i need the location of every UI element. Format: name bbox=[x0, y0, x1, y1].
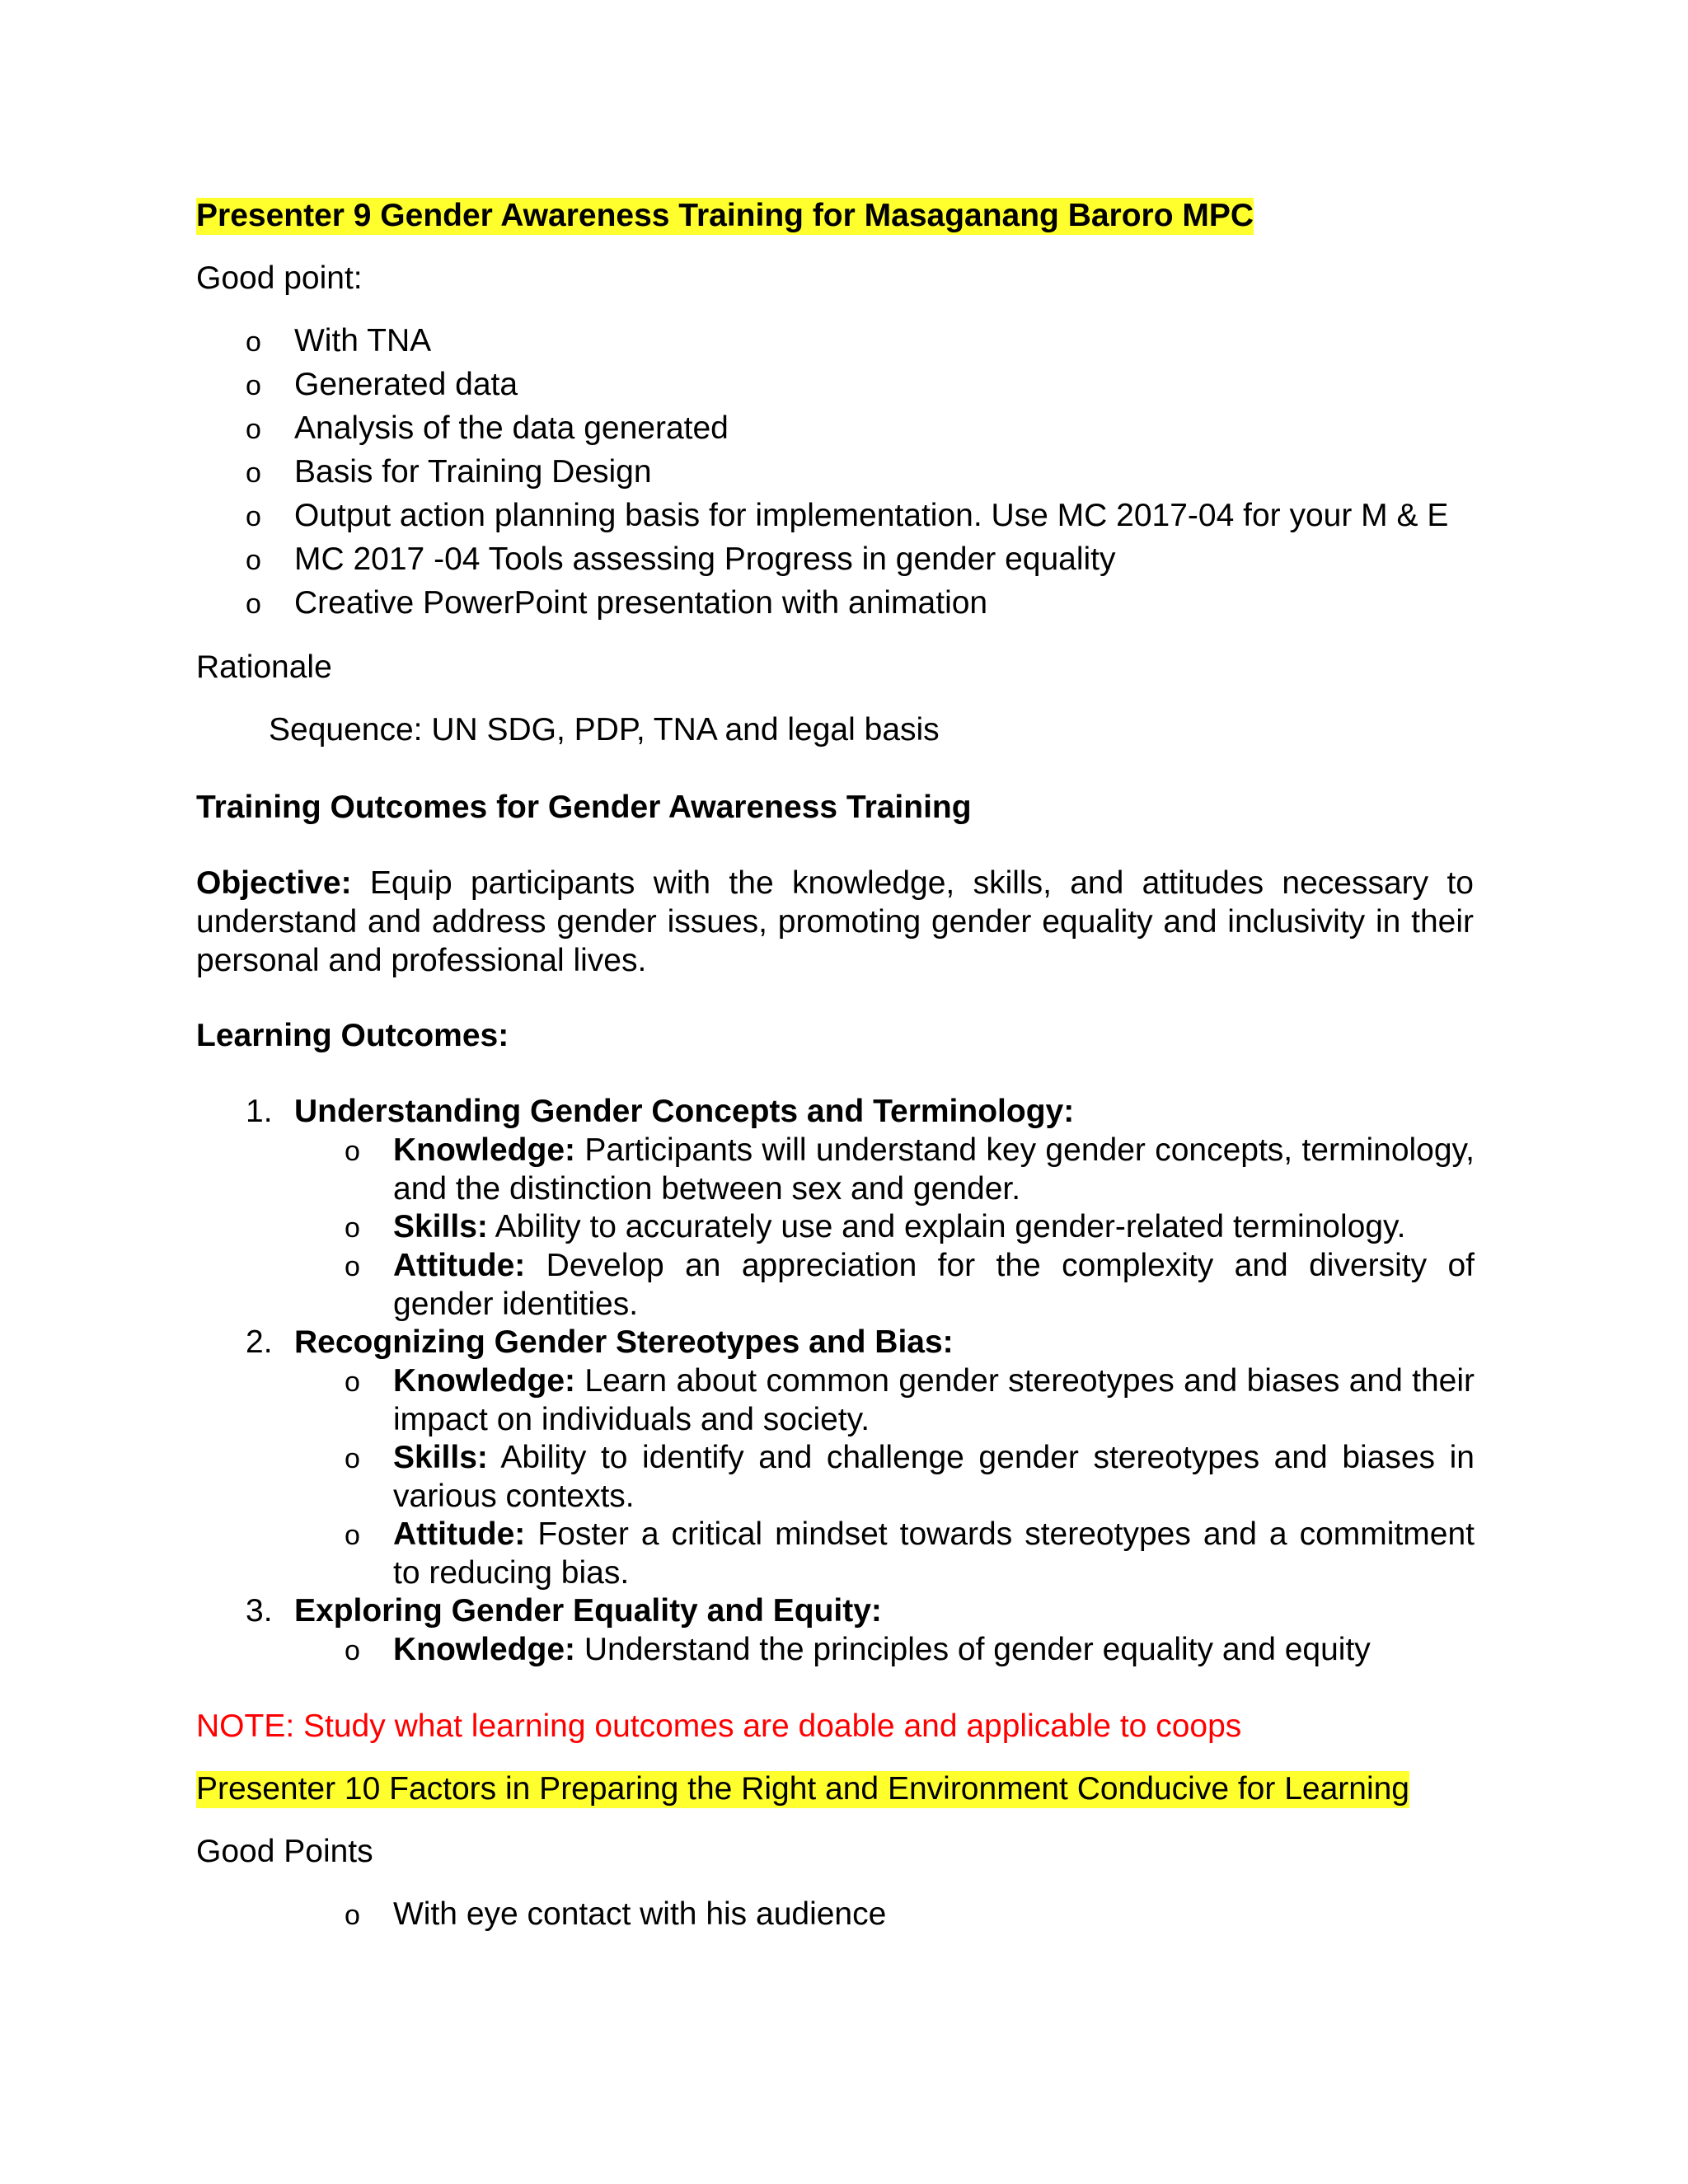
item-label: Attitude: bbox=[393, 1516, 526, 1552]
list-item: MC 2017 -04 Tools assessing Progress in gender equality bbox=[294, 541, 1116, 577]
objective-label: Objective: bbox=[196, 865, 352, 901]
outcome-item bbox=[393, 1515, 1475, 1592]
bullet-marker: o bbox=[246, 326, 261, 358]
bullet-marker: o bbox=[345, 1212, 360, 1244]
bullet-marker: o bbox=[345, 1900, 360, 1931]
list-item: Creative PowerPoint presentation with animation bbox=[294, 585, 988, 621]
list-item: Analysis of the data generated bbox=[294, 410, 729, 446]
item-text: Develop an appreciation for the complexity and diversity of gender identities. bbox=[393, 1248, 1475, 1322]
outcome-item bbox=[393, 1438, 1475, 1516]
item-text: Understand the principles of gender equality and equity bbox=[584, 1632, 1371, 1667]
outcome-title: Understanding Gender Concepts and Terminology: bbox=[294, 1094, 1075, 1129]
item-text: Learn about common gender stereotypes and biases and their impact on individuals and society. bbox=[393, 1363, 1475, 1437]
outcome-number: 1. bbox=[246, 1094, 273, 1129]
bullet-marker: o bbox=[345, 1136, 360, 1167]
outcome-item bbox=[393, 1131, 1475, 1208]
learning-outcomes-label: Learning Outcomes: bbox=[196, 1018, 509, 1053]
item-label: Knowledge: bbox=[393, 1132, 575, 1168]
outcome-title: Exploring Gender Equality and Equity: bbox=[294, 1593, 882, 1629]
presenter-10-heading bbox=[196, 1769, 1409, 1808]
bullet-marker: o bbox=[246, 457, 261, 489]
list-item: With TNA bbox=[294, 323, 432, 359]
item-label: Skills: bbox=[393, 1440, 488, 1475]
rationale-text: Sequence: UN SDG, PDP, TNA and legal basis bbox=[269, 712, 940, 748]
outcome-number: 3. bbox=[246, 1593, 273, 1629]
presenter-10-heading-text: Presenter 10 Factors in Preparing the Right and Environment Conducive for Learning bbox=[196, 1771, 1409, 1807]
list-item: Basis for Training Design bbox=[294, 454, 652, 490]
bullet-marker: o bbox=[345, 1251, 360, 1282]
outcome-item bbox=[393, 1246, 1475, 1324]
item-label: Knowledge: bbox=[393, 1632, 575, 1667]
item-text: Ability to identify and challenge gender stereotypes and biases in various contexts. bbox=[393, 1440, 1475, 1514]
outcome-item bbox=[393, 1207, 1475, 1246]
objective-text: Equip participants with the knowledge, skills, and attitudes necessary to understand and address gender issues, promoting gender equality and inclusivity in their personal and professional lives. bbox=[196, 865, 1474, 978]
item-text: Ability to accurately use and explain gender-related terminology. bbox=[495, 1209, 1406, 1244]
objective-paragraph bbox=[196, 864, 1474, 980]
item-text: Participants will understand key gender concepts, terminology, and the distinction between sex and gender. bbox=[393, 1132, 1475, 1207]
bullet-marker: o bbox=[345, 1520, 360, 1551]
bullet-marker: o bbox=[246, 370, 261, 401]
bullet-marker: o bbox=[345, 1443, 360, 1474]
presenter-9-heading-text: Presenter 9 Gender Awareness Training for Masaganang Baroro MPC bbox=[196, 198, 1254, 233]
bullet-marker: o bbox=[345, 1635, 360, 1666]
list-item: Output action planning basis for implementation. Use MC 2017-04 for your M & E bbox=[294, 498, 1449, 533]
item-label: Skills: bbox=[393, 1209, 488, 1244]
item-label: Knowledge: bbox=[393, 1363, 575, 1399]
note-text: NOTE: Study what learning outcomes are doable and applicable to coops bbox=[196, 1708, 1242, 1744]
list-item: With eye contact with his audience bbox=[393, 1896, 887, 1932]
good-point-label: Good point: bbox=[196, 260, 363, 296]
outcome-number: 2. bbox=[246, 1324, 273, 1360]
bullet-marker: o bbox=[246, 545, 261, 576]
outcome-item bbox=[393, 1630, 1371, 1669]
bullet-marker: o bbox=[246, 414, 261, 445]
item-text: Foster a critical mindset towards stereotypes and a commitment to reducing bias. bbox=[393, 1516, 1475, 1591]
training-outcomes-heading: Training Outcomes for Gender Awareness Training bbox=[196, 790, 972, 825]
good-points-label: Good Points bbox=[196, 1834, 373, 1869]
rationale-label: Rationale bbox=[196, 649, 332, 685]
bullet-marker: o bbox=[345, 1366, 360, 1398]
list-item: Generated data bbox=[294, 367, 518, 402]
outcome-item bbox=[393, 1361, 1475, 1439]
item-label: Attitude: bbox=[393, 1248, 526, 1283]
outcome-title: Recognizing Gender Stereotypes and Bias: bbox=[294, 1324, 954, 1360]
bullet-marker: o bbox=[246, 501, 261, 532]
bullet-marker: o bbox=[246, 588, 261, 620]
presenter-9-heading bbox=[196, 196, 1254, 235]
